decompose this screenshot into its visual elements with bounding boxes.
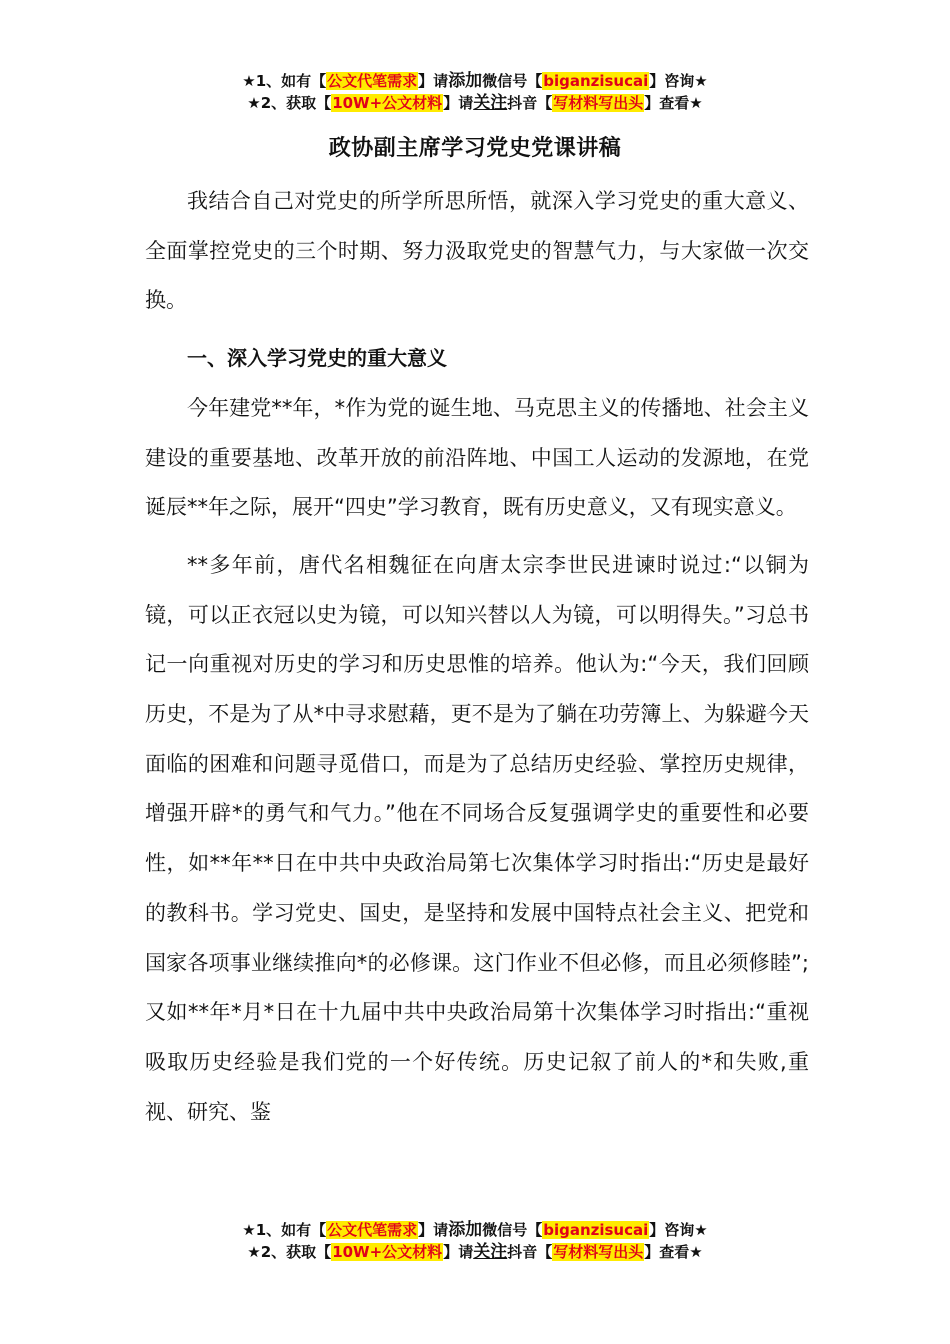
promo-line-1: ★1、如有【公文代笔需求】请添加微信号【biganzisucai】咨询★ [242, 71, 708, 91]
body-paragraph: 今年建党**年，*作为党的诞生地、马克思主义的传播地、社会主义建设的重要基地、改革开放的前沿阵地、中国工人运动的发源地，在党诞辰**年之际，展开“四史”学习教育，既有历史意义，又有现实意义。 [145, 395, 809, 520]
top-promo-banner [0, 70, 950, 114]
bottom-promo-banner [0, 1219, 950, 1263]
douyin-account: 写材料写出头 [553, 1243, 644, 1261]
document-title: 政协副主席学习党史党课讲稿 [328, 136, 622, 161]
douyin-account: 写材料写出头 [553, 94, 644, 112]
wechat-id: biganzisucai [543, 1221, 649, 1239]
intro-paragraph: 我结合自己对党史的所学所思所悟，就深入学习党史的重大意义、全面掌控党史的三个时期、努力汲取党史的智慧气力，与大家做一次交换。 [145, 189, 809, 313]
document-body [145, 177, 809, 1137]
body-paragraph: **多年前，唐代名相魏征在向唐太宗李世民进谏时说过:“以铜为镜，可以正衣冠以史为镜，可以知兴替以人为镜，可以明得失。”习总书记一向重视对历史的学习和历史思惟的培养。他认为:“今天，我们回顾历史，不是为了从*中寻求慰藉，更不是为了躺在功劳簿上、为躲避今天面临的困难和问题寻觅借口，而是为了总结历史经验、掌控历史规律，增强开辟*的勇气和气力。”他在不同场合反复强调学史的重要性和必要性，如**年**日在中共中央政治局第七次集体学习时指出:“历史是最好的教科书。学习党史、国史，是坚持和发展中国特点社会主义、把党和国家各项事业继续推向*的必修课。这门作业不但必修，而且必须修睦”;又如**年*月*日在十九届中共中央政治局第十次集体学习时指出:“重视吸取历史经验是我们党的一个好传统。历史记叙了前人的*和失败,重视、研究、鉴 [145, 552, 809, 1124]
section-heading: 一、深入学习党史的重大意义 [187, 346, 447, 371]
promo-line-2: ★2、获取【10W+公文材料】请关注抖音【写材料写出头】查看★ [247, 93, 703, 113]
wechat-id: biganzisucai [543, 72, 649, 90]
promo-line-2: ★2、获取【10W+公文材料】请关注抖音【写材料写出头】查看★ [247, 1242, 703, 1262]
promo-highlight: 公文代笔需求 [327, 1221, 418, 1239]
promo-highlight: 10W+公文材料 [332, 1243, 443, 1261]
promo-highlight: 10W+公文材料 [332, 94, 443, 112]
promo-highlight: 公文代笔需求 [327, 72, 418, 90]
promo-line-1: ★1、如有【公文代笔需求】请添加微信号【biganzisucai】咨询★ [242, 1220, 708, 1240]
